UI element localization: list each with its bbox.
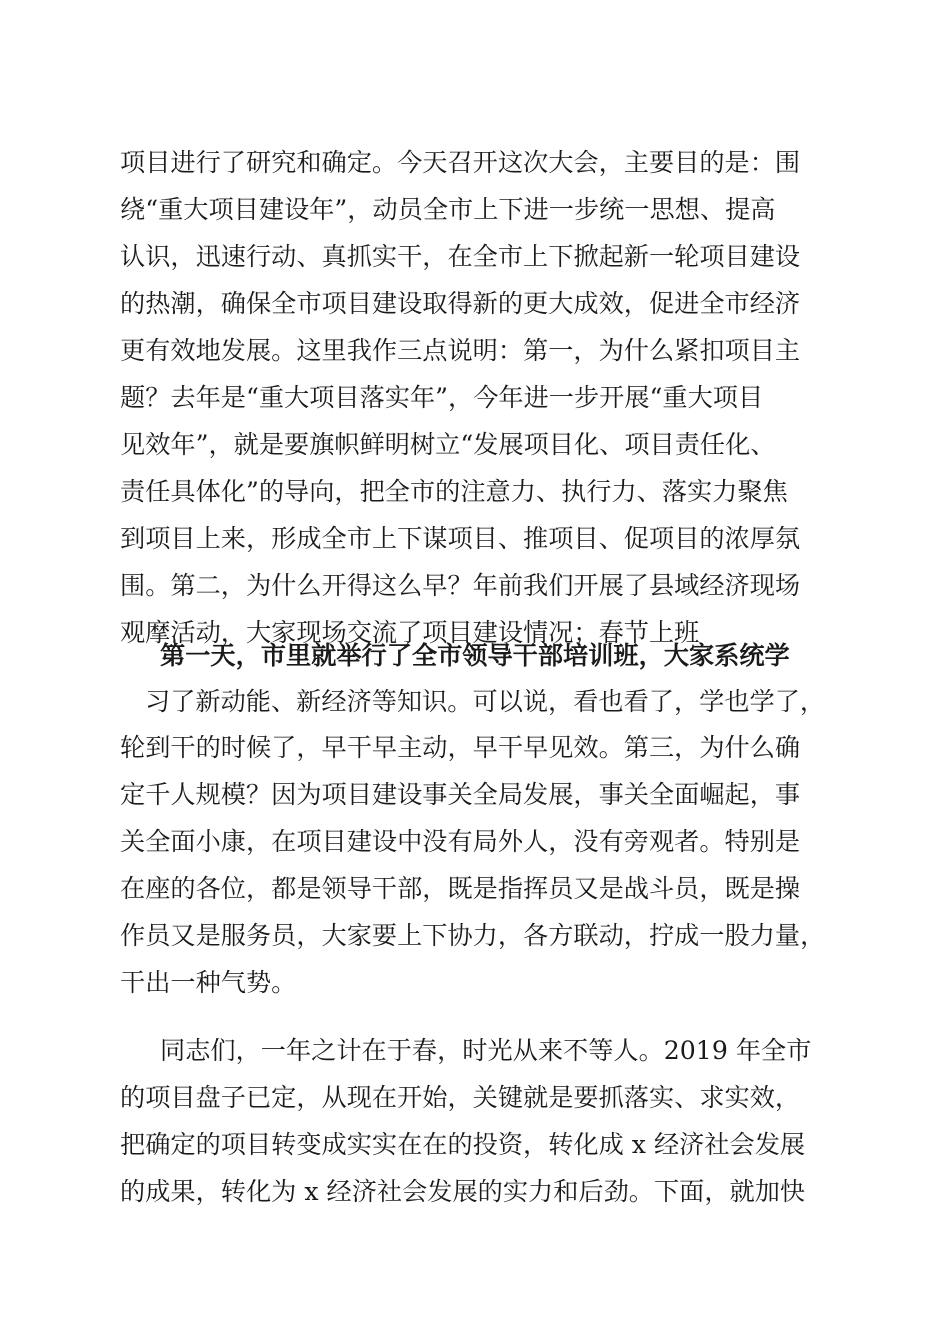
text-line: 的成果，转化为 x 经济社会发展的实力和后劲。下面，就加快: [120, 1177, 806, 1206]
text-line: 项目进行了研究和确定。今天召开这次大会，主要目的是：围: [120, 148, 801, 177]
text-line: 围。第二，为什么开得这么早？年前我们开展了县域经济现场: [120, 571, 801, 600]
text-line: 关全面小康，在项目建设中没有局外人，没有旁观者。特别是: [120, 827, 801, 856]
text-line: 的项目盘子已定，从现在开始，关键就是要抓落实、求实效，: [120, 1083, 801, 1112]
text-line: 把确定的项目转变成实实在在的投资，转化成 x 经济社会发展: [120, 1130, 806, 1159]
text-line: 干出一种气势。: [120, 968, 297, 997]
text-line: 到项目上来，形成全市上下谋项目、推项目、促项目的浓厚氛: [120, 524, 801, 553]
text-line: 的热潮，确保全市项目建设取得新的更大成效，促进全市经济: [120, 289, 801, 318]
text-line: 见效年”，就是要旗帜鲜明树立“发展项目化、项目责任化、: [120, 430, 776, 459]
text-line: 绕“重大项目建设年”，动员全市上下进一步统一思想、提高: [120, 195, 776, 224]
bold-text-line: 第一天，市里就举行了全市领导干部培训班，大家系统学: [160, 640, 790, 670]
text-line: 更有效地发展。这里我作三点说明：第一，为什么紧扣项目主: [120, 336, 801, 365]
text-line: 作员又是服务员，大家要上下协力，各方联动，拧成一股力量，: [120, 921, 826, 950]
text-line: 认识，迅速行动、真抓实干，在全市上下掀起新一轮项目建设: [120, 242, 801, 271]
text-line: 轮到干的时候了，早干早主动，早干早见效。第三，为什么确: [120, 733, 801, 762]
text-line: 观摩活动，大家现场交流了项目建设情况；春节上班: [120, 618, 700, 647]
text-line: 责任具体化”的导向，把全市的注意力、执行力、落实力聚焦: [120, 477, 788, 506]
text-line: 在座的各位，都是领导干部，既是指挥员又是战斗员，既是操: [120, 874, 801, 903]
text-line: 同志们，一年之计在于春，时光从来不等人。2019 年全市: [160, 1036, 812, 1065]
text-line: 题？去年是“重大项目落实年”，今年进一步开展“重大项目: [120, 383, 764, 412]
text-line: 定千人规模？因为项目建设事关全局发展，事关全面崛起，事: [120, 780, 801, 809]
text-line: 习了新动能、新经济等知识。可以说，看也看了，学也学了，: [145, 687, 826, 716]
